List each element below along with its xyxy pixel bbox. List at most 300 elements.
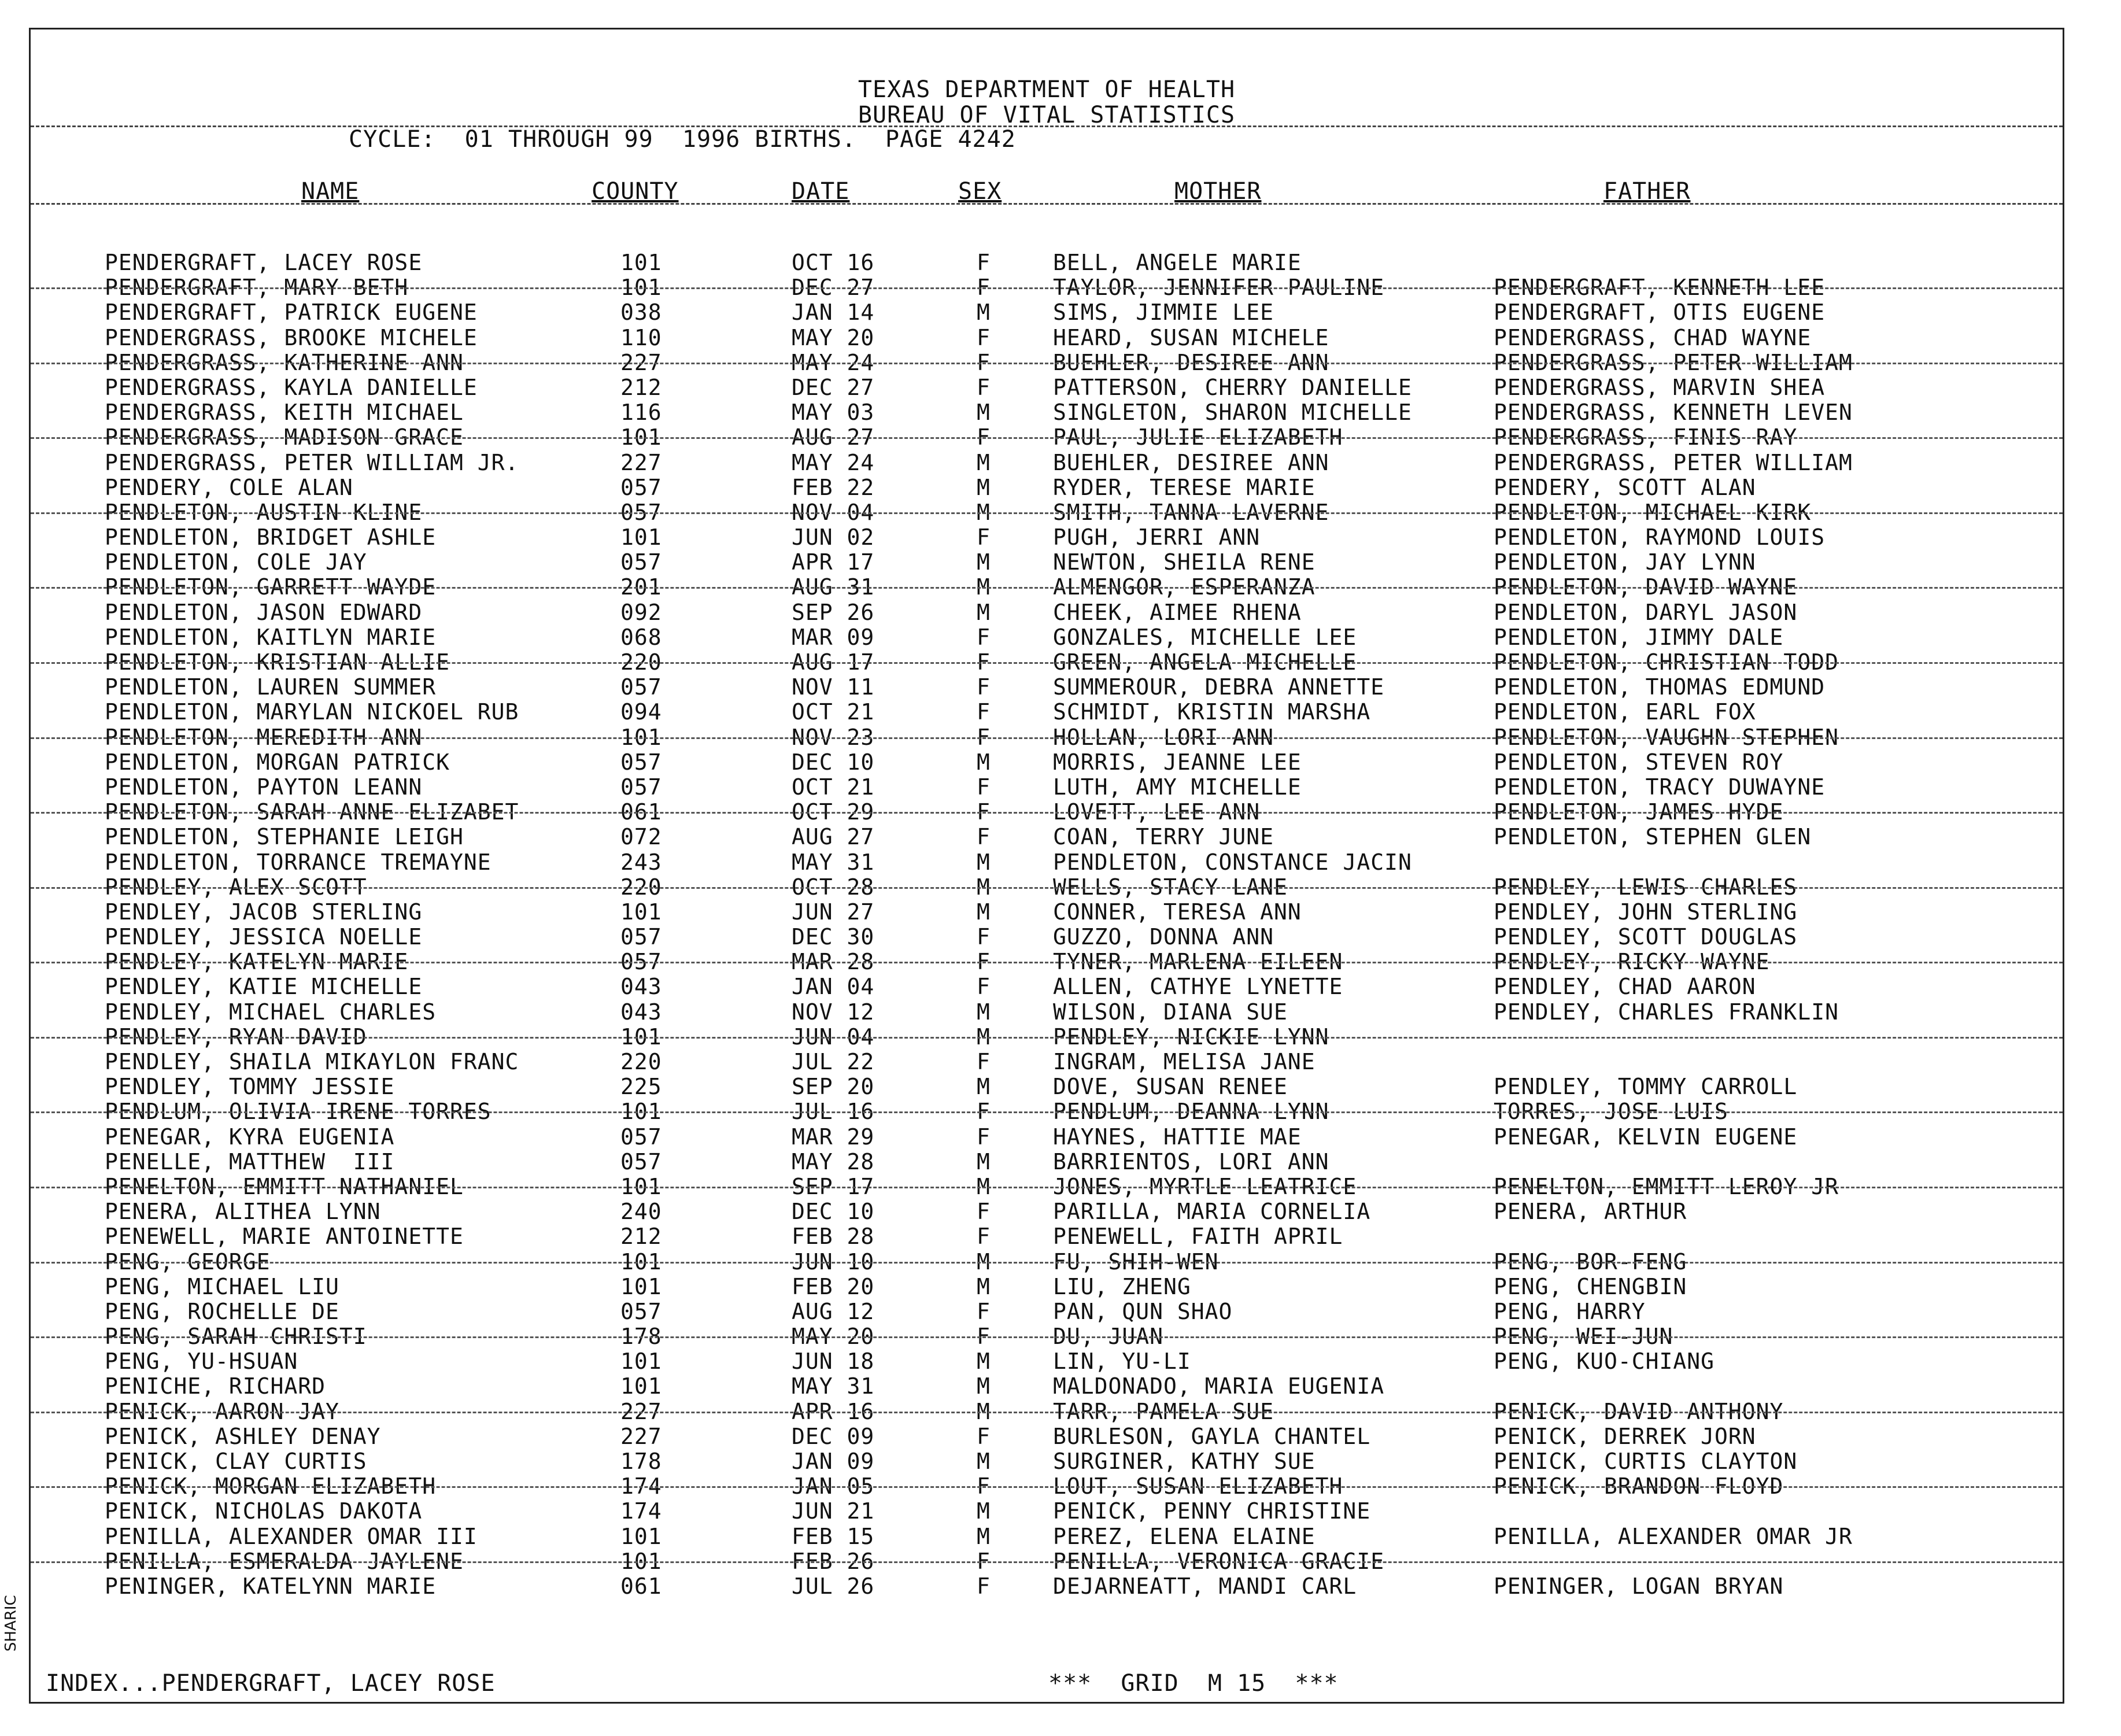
record-father: PENDERGRASS, PETER WILLIAM [1494, 449, 1853, 475]
record-mother: BARRIENTOS, LORI ANN [1053, 1148, 1329, 1174]
record-name: PENDLUM, OLIVIA IRENE TORRES [105, 1099, 492, 1125]
record-sex: F [977, 1324, 991, 1350]
record-row [31, 750, 2063, 775]
record-name: PENICK, AARON JAY [105, 1398, 339, 1424]
record-sex: M [977, 1074, 991, 1100]
record-row [31, 1424, 2063, 1449]
side-mark: SHARIC [2, 1595, 20, 1652]
record-county: 101 [620, 275, 662, 301]
record-father: PENDLETON, JAY LYNN [1494, 549, 1756, 575]
record-sex: F [977, 1473, 991, 1499]
record-row [31, 950, 2063, 974]
record-mother: RYDER, TERESE MARIE [1053, 474, 1316, 500]
record-county: 057 [620, 924, 662, 950]
record-sex: F [977, 424, 991, 450]
record-row [31, 350, 2063, 375]
record-sex: M [977, 1398, 991, 1424]
record-date: NOV 23 [792, 724, 875, 750]
record-county: 057 [620, 749, 662, 775]
record-row [31, 800, 2063, 825]
record-sex: F [977, 824, 991, 850]
index-label: INDEX...PENDERGRAFT, LACEY ROSE [46, 1670, 496, 1697]
record-father: PENDLETON, THOMAS EDMUND [1494, 674, 1826, 700]
record-county: 101 [620, 1523, 662, 1549]
record-father: PENICK, BRANDON FLOYD [1494, 1473, 1784, 1499]
record-date: JUN 04 [792, 1024, 875, 1050]
record-mother: PUGH, JERRI ANN [1053, 525, 1261, 551]
record-sex: M [977, 449, 991, 475]
record-date: AUG 27 [792, 824, 875, 850]
record-row [31, 375, 2063, 400]
record-mother: PATTERSON, CHERRY DANIELLE [1053, 374, 1412, 400]
record-mother: SCHMIDT, KRISTIN MARSHA [1053, 699, 1371, 725]
record-father: PENDERGRASS, PETER WILLIAM [1494, 349, 1853, 375]
record-name: PENICK, ASHLEY DENAY [105, 1423, 381, 1449]
record-row [31, 1099, 2063, 1124]
record-name: PENDLEY, JACOB STERLING [105, 899, 423, 925]
record-sex: F [977, 674, 991, 700]
record-mother: FU, SHIH-WEN [1053, 1249, 1219, 1275]
record-sex: F [977, 349, 991, 375]
record-mother: PARILLA, MARIA CORNELIA [1053, 1199, 1371, 1225]
record-father: PENDERGRAFT, OTIS EUGENE [1494, 300, 1826, 326]
record-county: 227 [620, 349, 662, 375]
record-county: 227 [620, 449, 662, 475]
record-sex: F [977, 649, 991, 675]
record-mother: ALLEN, CATHYE LYNETTE [1053, 974, 1343, 1000]
record-row [31, 1000, 2063, 1025]
record-row [31, 925, 2063, 950]
record-date: AUG 17 [792, 649, 875, 675]
record-name: PENDLETON, JASON EDWARD [105, 599, 423, 625]
record-date: SEP 20 [792, 1074, 875, 1100]
record-name: PENDLETON, MORGAN PATRICK [105, 749, 450, 775]
record-mother: GREEN, ANGELA MICHELLE [1053, 649, 1357, 675]
record-mother: PAUL, JULIE ELIZABETH [1053, 424, 1343, 450]
record-name: PENG, MICHAEL LIU [105, 1273, 339, 1299]
record-date: MAY 24 [792, 349, 875, 375]
record-father: PENDLETON, DARYL JASON [1494, 599, 1798, 625]
record-sex: M [977, 574, 991, 600]
record-date: AUG 12 [792, 1298, 875, 1324]
record-father: PENDLETON, EARL FOX [1494, 699, 1756, 725]
record-county: 110 [620, 324, 662, 350]
record-mother: CHEEK, AIMEE RHENA [1053, 599, 1302, 625]
record-row [31, 600, 2063, 625]
record-county: 101 [620, 1373, 662, 1399]
record-county: 043 [620, 974, 662, 1000]
record-name: PENDERGRAFT, LACEY ROSE [105, 250, 423, 275]
record-row [31, 625, 2063, 650]
record-county: 101 [620, 899, 662, 925]
record-sex: M [977, 549, 991, 575]
record-date: JUN 02 [792, 525, 875, 551]
record-mother: BUEHLER, DESIREE ANN [1053, 449, 1329, 475]
record-date: OCT 29 [792, 799, 875, 825]
record-sex: F [977, 1099, 991, 1125]
record-date: OCT 16 [792, 250, 875, 275]
record-county: 101 [620, 724, 662, 750]
record-name: PENG, SARAH CHRISTI [105, 1324, 367, 1350]
record-county: 057 [620, 674, 662, 700]
record-name: PENDLEY, MICHAEL CHARLES [105, 999, 437, 1025]
record-sex: F [977, 799, 991, 825]
record-date: JUL 26 [792, 1573, 875, 1599]
record-row [31, 1199, 2063, 1224]
record-sex: M [977, 499, 991, 525]
record-date: JUN 10 [792, 1249, 875, 1275]
record-date: MAR 28 [792, 949, 875, 975]
record-date: JUL 16 [792, 1099, 875, 1125]
record-mother: GONZALES, MICHELLE LEE [1053, 624, 1357, 650]
record-sex: F [977, 374, 991, 400]
record-mother: CONNER, TERESA ANN [1053, 899, 1302, 925]
record-county: 057 [620, 949, 662, 975]
record-mother: MALDONADO, MARIA EUGENIA [1053, 1373, 1385, 1399]
record-mother: WILSON, DIANA SUE [1053, 999, 1288, 1025]
record-name: PENDLETON, BRIDGET ASHLE [105, 525, 437, 551]
record-name: PENERA, ALITHEA LYNN [105, 1199, 381, 1225]
bureau-title: BUREAU OF VITAL STATISTICS [858, 102, 1236, 128]
record-mother: DU, JUAN [1053, 1324, 1164, 1350]
record-mother: DEJARNEATT, MANDI CARL [1053, 1573, 1357, 1599]
record-county: 174 [620, 1473, 662, 1499]
record-row [31, 1250, 2063, 1275]
record-father: PENDLETON, JIMMY DALE [1494, 624, 1784, 650]
record-county: 057 [620, 1124, 662, 1150]
record-name: PENDLEY, TOMMY JESSIE [105, 1074, 395, 1100]
record-mother: HEARD, SUSAN MICHELE [1053, 324, 1329, 350]
record-county: 101 [620, 1099, 662, 1125]
record-mother: SUMMEROUR, DEBRA ANNETTE [1053, 674, 1385, 700]
record-sex: F [977, 1423, 991, 1449]
record-mother: PAN, QUN SHAO [1053, 1298, 1233, 1324]
record-father: PENICK, CURTIS CLAYTON [1494, 1449, 1798, 1474]
record-sex: M [977, 1273, 991, 1299]
col-header-name: NAME [301, 178, 360, 205]
record-name: PENDLETON, LAUREN SUMMER [105, 674, 437, 700]
record-name: PENDLEY, SHAILA MIKAYLON FRANC [105, 1049, 519, 1074]
record-date: FEB 15 [792, 1523, 875, 1549]
record-father: PENDLEY, TOMMY CARROLL [1494, 1074, 1798, 1100]
record-father: PENDLETON, CHRISTIAN TODD [1494, 649, 1839, 675]
record-county: 092 [620, 599, 662, 625]
record-page-frame [29, 28, 2064, 1704]
record-date: JAN 04 [792, 974, 875, 1000]
record-name: PENINGER, KATELYNN MARIE [105, 1573, 437, 1599]
record-name: PENDLETON, PAYTON LEANN [105, 774, 423, 800]
record-name: PENILLA, ALEXANDER OMAR III [105, 1523, 478, 1549]
record-father: PENG, BOR-FENG [1494, 1249, 1687, 1275]
record-father: PENDLETON, TRACY DUWAYNE [1494, 774, 1826, 800]
record-mother: MORRIS, JEANNE LEE [1053, 749, 1302, 775]
record-name: PENILLA, ESMERALDA JAYLENE [105, 1548, 464, 1574]
record-date: JUN 27 [792, 899, 875, 925]
record-date: MAR 29 [792, 1124, 875, 1150]
record-sex: M [977, 1498, 991, 1524]
record-row [31, 326, 2063, 350]
record-mother: PENILLA, VERONICA GRACIE [1053, 1548, 1385, 1574]
record-date: NOV 11 [792, 674, 875, 700]
record-name: PENDLEY, ALEX SCOTT [105, 874, 367, 900]
record-mother: TARR, PAMELA SUE [1053, 1398, 1274, 1424]
record-name: PENG, ROCHELLE DE [105, 1298, 339, 1324]
record-name: PENDLETON, SARAH ANNE ELIZABET [105, 799, 519, 825]
record-sex: F [977, 949, 991, 975]
record-county: 061 [620, 799, 662, 825]
record-mother: PEREZ, ELENA ELAINE [1053, 1523, 1316, 1549]
record-row [31, 974, 2063, 999]
record-name: PENDERGRASS, BROOKE MICHELE [105, 324, 478, 350]
record-father: PENELTON, EMMITT LEROY JR [1494, 1173, 1839, 1199]
record-row [31, 1050, 2063, 1074]
record-sex: F [977, 1124, 991, 1150]
record-date: JUN 18 [792, 1349, 875, 1375]
record-row [31, 550, 2063, 575]
record-date: JUL 22 [792, 1049, 875, 1074]
record-mother: HAYNES, HATTIE MAE [1053, 1124, 1302, 1150]
record-name: PENDLETON, AUSTIN KLINE [105, 499, 423, 525]
record-county: 101 [620, 1349, 662, 1375]
record-county: 057 [620, 499, 662, 525]
record-father: PENILLA, ALEXANDER OMAR JR [1494, 1523, 1853, 1549]
grid-label: *** GRID M 15 *** [1048, 1670, 1339, 1697]
record-row [31, 1549, 2063, 1574]
record-father: PENDLEY, RICKY WAYNE [1494, 949, 1770, 975]
record-name: PENDERGRASS, PETER WILLIAM JR. [105, 449, 519, 475]
record-county: 240 [620, 1199, 662, 1225]
record-county: 227 [620, 1398, 662, 1424]
record-date: DEC 10 [792, 749, 875, 775]
record-row [31, 1074, 2063, 1099]
record-date: MAY 20 [792, 1324, 875, 1350]
record-date: DEC 27 [792, 275, 875, 301]
record-mother: INGRAM, MELISA JANE [1053, 1049, 1316, 1074]
record-father: PENDERGRASS, MARVIN SHEA [1494, 374, 1826, 400]
record-county: 101 [620, 250, 662, 275]
record-sex: M [977, 1349, 991, 1375]
record-county: 057 [620, 549, 662, 575]
record-name: PENDLETON, COLE JAY [105, 549, 367, 575]
record-row [31, 825, 2063, 849]
record-row [31, 775, 2063, 800]
record-row [31, 425, 2063, 450]
record-date: NOV 12 [792, 999, 875, 1025]
record-row [31, 250, 2063, 275]
record-father: PENDLETON, STEPHEN GLEN [1494, 824, 1812, 850]
record-father: PENDLEY, LEWIS CHARLES [1494, 874, 1798, 900]
record-mother: DOVE, SUSAN RENEE [1053, 1074, 1288, 1100]
record-name: PENELLE, MATTHEW III [105, 1148, 395, 1174]
record-mother: NEWTON, SHEILA RENE [1053, 549, 1316, 575]
record-row [31, 400, 2063, 425]
record-row [31, 450, 2063, 475]
record-mother: BURLESON, GAYLA CHANTEL [1053, 1423, 1371, 1449]
record-name: PENDLETON, KAITLYN MARIE [105, 624, 437, 650]
record-date: FEB 22 [792, 474, 875, 500]
record-sex: F [977, 924, 991, 950]
record-date: MAY 24 [792, 449, 875, 475]
record-sex: M [977, 899, 991, 925]
record-date: OCT 21 [792, 774, 875, 800]
record-mother: SURGINER, KATHY SUE [1053, 1449, 1316, 1474]
record-row [31, 1574, 2063, 1599]
record-county: 212 [620, 1224, 662, 1250]
record-name: PENDLEY, KATELYN MARIE [105, 949, 409, 975]
record-date: SEP 17 [792, 1173, 875, 1199]
record-father: PENDLEY, CHARLES FRANKLIN [1494, 999, 1839, 1025]
record-sex: F [977, 699, 991, 725]
record-date: FEB 26 [792, 1548, 875, 1574]
record-name: PENDLEY, JESSICA NOELLE [105, 924, 423, 950]
record-name: PENELTON, EMMITT NATHANIEL [105, 1173, 464, 1199]
record-mother: BELL, ANGELE MARIE [1053, 250, 1302, 275]
record-mother: TYNER, MARLENA EILEEN [1053, 949, 1343, 975]
record-date: MAY 20 [792, 324, 875, 350]
record-date: FEB 20 [792, 1273, 875, 1299]
record-county: 101 [620, 1173, 662, 1199]
record-date: DEC 30 [792, 924, 875, 950]
record-date: APR 17 [792, 549, 875, 575]
record-mother: LOVETT, LEE ANN [1053, 799, 1261, 825]
record-sex: F [977, 624, 991, 650]
record-name: PENDLETON, GARRETT WAYDE [105, 574, 437, 600]
record-sex: F [977, 1548, 991, 1574]
record-row [31, 1150, 2063, 1174]
column-header-divider [31, 203, 2063, 205]
record-mother: ALMENGOR, ESPERANZA [1053, 574, 1316, 600]
record-father: PENDLEY, SCOTT DOUGLAS [1494, 924, 1798, 950]
record-name: PENDERGRASS, KEITH MICHAEL [105, 400, 464, 426]
record-name: PENDLETON, MARYLAN NICKOEL RUB [105, 699, 519, 725]
record-name: PENDERGRASS, KATHERINE ANN [105, 349, 464, 375]
record-row [31, 850, 2063, 875]
record-sex: F [977, 1573, 991, 1599]
record-mother: WELLS, STACY LANE [1053, 874, 1288, 900]
record-name: PENEGAR, KYRA EUGENIA [105, 1124, 395, 1150]
record-date: JAN 14 [792, 300, 875, 326]
record-sex: F [977, 1199, 991, 1225]
record-county: 174 [620, 1498, 662, 1524]
record-county: 116 [620, 400, 662, 426]
record-father: PENDERGRASS, FINIS RAY [1494, 424, 1798, 450]
record-name: PENDERGRAFT, MARY BETH [105, 275, 409, 301]
record-name: PENDLETON, STEPHANIE LEIGH [105, 824, 464, 850]
col-header-date: DATE [792, 178, 850, 205]
record-row [31, 500, 2063, 525]
record-mother: LOUT, SUSAN ELIZABETH [1053, 1473, 1343, 1499]
record-row [31, 1125, 2063, 1150]
record-row [31, 1524, 2063, 1549]
record-name: PENG, GEORGE [105, 1249, 271, 1275]
cycle-line: CYCLE: 01 THROUGH 99 1996 BIRTHS. PAGE 4242 [349, 126, 1016, 153]
col-header-mother: MOTHER [1174, 178, 1262, 205]
record-father: PENINGER, LOGAN BRYAN [1494, 1573, 1784, 1599]
record-date: MAY 03 [792, 400, 875, 426]
record-row [31, 1324, 2063, 1349]
record-row [31, 1299, 2063, 1324]
record-sex: F [977, 1049, 991, 1074]
record-name: PENDERGRAFT, PATRICK EUGENE [105, 300, 478, 326]
record-county: 220 [620, 874, 662, 900]
col-header-county: COUNTY [592, 178, 679, 205]
record-row [31, 1349, 2063, 1374]
record-name: PENICK, NICHOLAS DAKOTA [105, 1498, 423, 1524]
record-father: PENDLETON, DAVID WAYNE [1494, 574, 1798, 600]
record-date: JAN 05 [792, 1473, 875, 1499]
record-father: PENICK, DAVID ANTHONY [1494, 1398, 1784, 1424]
record-date: MAY 31 [792, 1373, 875, 1399]
record-mother: LIU, ZHENG [1053, 1273, 1191, 1299]
record-mother: SMITH, TANNA LAVERNE [1053, 499, 1329, 525]
department-title: TEXAS DEPARTMENT OF HEALTH [858, 76, 1236, 103]
record-date: MAY 31 [792, 849, 875, 875]
record-father: PENG, CHENGBIN [1494, 1273, 1687, 1299]
record-name: PENDERGRASS, MADISON GRACE [105, 424, 464, 450]
record-mother: SINGLETON, SHARON MICHELLE [1053, 400, 1412, 426]
record-county: 101 [620, 424, 662, 450]
record-county: 178 [620, 1324, 662, 1350]
record-row [31, 1374, 2063, 1399]
record-sex: M [977, 874, 991, 900]
record-mother: HOLLAN, LORI ANN [1053, 724, 1274, 750]
record-row [31, 1499, 2063, 1524]
record-date: OCT 21 [792, 699, 875, 725]
record-name: PENEWELL, MARIE ANTOINETTE [105, 1224, 464, 1250]
record-sex: M [977, 400, 991, 426]
record-sex: F [977, 275, 991, 301]
record-father: PENG, WEI-JUN [1494, 1324, 1673, 1350]
record-date: MAY 28 [792, 1148, 875, 1174]
record-date: DEC 09 [792, 1423, 875, 1449]
record-sex: F [977, 324, 991, 350]
record-county: 101 [620, 525, 662, 551]
record-sex: M [977, 749, 991, 775]
record-row [31, 475, 2063, 500]
record-name: PENG, YU-HSUAN [105, 1349, 298, 1375]
record-mother: LIN, YU-LI [1053, 1349, 1191, 1375]
record-mother: LUTH, AMY MICHELLE [1053, 774, 1302, 800]
record-mother: COAN, TERRY JUNE [1053, 824, 1274, 850]
record-father: PENDERGRAFT, KENNETH LEE [1494, 275, 1826, 301]
record-county: 101 [620, 1249, 662, 1275]
record-father: TORRES, JOSE LUIS [1494, 1099, 1728, 1125]
record-sex: F [977, 1298, 991, 1324]
record-sex: F [977, 724, 991, 750]
record-father: PENDLEY, JOHN STERLING [1494, 899, 1798, 925]
record-row [31, 575, 2063, 600]
record-county: 101 [620, 1548, 662, 1574]
record-sex: M [977, 849, 991, 875]
record-county: 038 [620, 300, 662, 326]
record-father: PENDLETON, JAMES HYDE [1494, 799, 1784, 825]
record-sex: M [977, 1449, 991, 1474]
record-father: PENDERY, SCOTT ALAN [1494, 474, 1756, 500]
record-row [31, 700, 2063, 725]
record-sex: M [977, 1024, 991, 1050]
record-row [31, 875, 2063, 900]
record-mother: SIMS, JIMMIE LEE [1053, 300, 1274, 326]
record-sex: M [977, 1523, 991, 1549]
record-row [31, 1025, 2063, 1050]
record-row [31, 1399, 2063, 1424]
record-name: PENDLEY, KATIE MICHELLE [105, 974, 423, 1000]
record-sex: M [977, 474, 991, 500]
record-sex: F [977, 1224, 991, 1250]
record-date: JAN 09 [792, 1449, 875, 1474]
record-date: AUG 27 [792, 424, 875, 450]
record-county: 057 [620, 1148, 662, 1174]
